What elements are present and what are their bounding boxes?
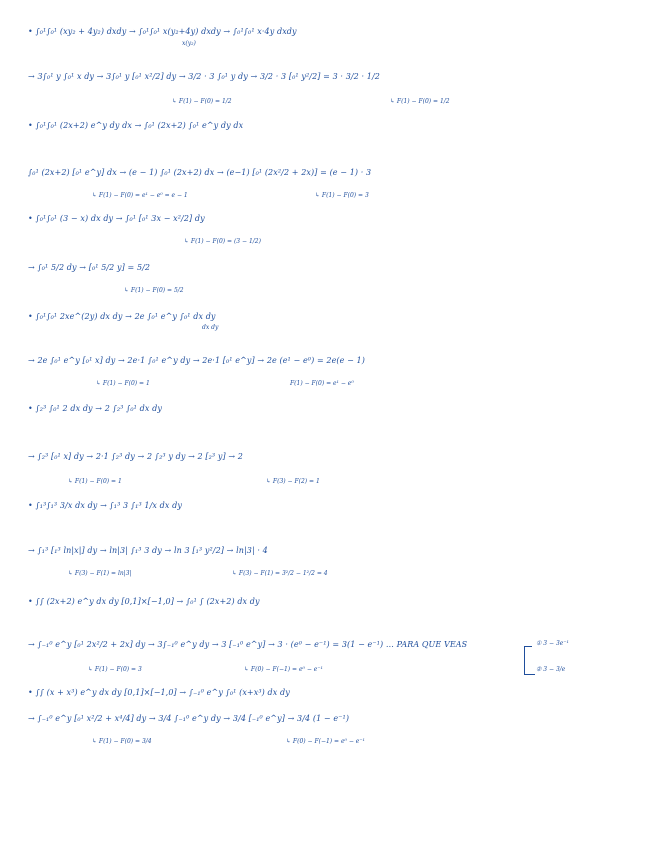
exercise-1-note-b: ↳ F(1) − F(0) = 1/2 xyxy=(390,98,450,105)
exercise-1-side-note: x(y₂) xyxy=(182,40,196,47)
exercise-5-note-b: ↳ F(3) − F(2) = 1 xyxy=(266,478,320,485)
exercise-8-note-a: ↳ F(1) − F(0) = 3/4 xyxy=(92,738,152,745)
exercise-6-line-1: • ∫₁³∫₁³ 3/x dx dy → ∫₁³ 3 ∫₁³ 1/x dx dy xyxy=(28,501,182,510)
exercise-1-line-2: → 3∫₀¹ y ∫₀¹ x dy → 3∫₀¹ y [₀¹ x²/2] dy → 3/2 · 3 ∫₀¹ y dy → 3/2 · 3 [₀¹ y²/2] = 3 · 3/2 · 1/2 xyxy=(28,72,380,81)
exercise-2-line-1: • ∫₀¹∫₀¹ (2x+2) e^y dy dx → ∫₀¹ (2x+2) ∫₀¹ e^y dy dx xyxy=(28,121,244,130)
exercise-3-line-2: → ∫₀¹ 5/2 dy → [₀¹ 5/2 y] = 5/2 xyxy=(28,263,151,272)
exercise-5-line-1: • ∫₂³ ∫₀¹ 2 dx dy → 2 ∫₂³ ∫₀¹ dx dy xyxy=(28,404,162,413)
exercise-2-line-2: ∫₀¹ (2x+2) [₀¹ e^y] dx → (e − 1) ∫₀¹ (2x+2) dx → (e−1) [₀¹ (2x²/2 + 2x)] = (e − 1) · 3 xyxy=(28,168,372,177)
exercise-4-line-1: • ∫₀¹∫₀¹ 2xe^(2y) dx dy → 2e ∫₀¹ e^y ∫₀¹ dx dy xyxy=(28,312,216,321)
exercise-2-note-b: ↳ F(1) − F(0) = 3 xyxy=(315,192,369,199)
exercise-5-line-2: → ∫₂³ [₀¹ x] dy → 2·1 ∫₂³ dy → 2 ∫₂³ y dy → 2 [₂³ y] → 2 xyxy=(28,452,243,461)
answer-option-1: ① 3 − 3e⁻¹ xyxy=(536,640,569,647)
exercise-1-note-a: ↳ F(1) − F(0) = 1/2 xyxy=(172,98,232,105)
exercise-7-note-b: ↳ F(0) − F(−1) = e⁰ − e⁻¹ xyxy=(244,666,323,673)
exercise-4-note-b: F(1) − F(0) = e¹ − e⁰ xyxy=(290,380,354,387)
exercise-2-note-a: ↳ F(1) − F(0) = e¹ − e⁰ = e − 1 xyxy=(92,192,188,199)
exercise-4-line-2: → 2e ∫₀¹ e^y [₀¹ x] dy → 2e·1 ∫₀¹ e^y dy → 2e·1 [₀¹ e^y] → 2e (e¹ − e⁰) = 2e(e − 1) xyxy=(28,356,365,365)
answer-bracket xyxy=(524,646,535,675)
exercise-4-side-note: dx dy xyxy=(202,324,219,331)
exercise-3-note-a: ↳ F(1) − F(0) = (3 − 1/2) xyxy=(184,238,261,245)
exercise-8-note-b: ↳ F(0) − F(−1) = e⁰ − e⁻¹ xyxy=(286,738,365,745)
exercise-6-line-2: → ∫₁³ [₁³ ln|x|] dy → ln|3| ∫₁³ 3 dy → ln 3 [₁³ y²/2] → ln|3| · 4 xyxy=(28,546,268,555)
exercise-6-note-a: ↳ F(3) − F(1) = ln|3| xyxy=(68,570,132,577)
exercise-7-note-a: ↳ F(1) − F(0) = 3 xyxy=(88,666,142,673)
answer-option-2: ② 3 − 3/e xyxy=(536,666,566,673)
exercise-3-note-b: ↳ F(1) − F(0) = 5/2 xyxy=(124,287,184,294)
exercise-7-line-1: • ∫∫ (2x+2) e^y dx dy [0,1]×[−1,0] → ∫₀¹ ∫ (2x+2) dx dy xyxy=(28,597,260,606)
exercise-5-note-a: ↳ F(1) − F(0) = 1 xyxy=(68,478,122,485)
exercise-4-note-a: ↳ F(1) − F(0) = 1 xyxy=(96,380,150,387)
exercise-8-line-1: • ∫∫ (x + x³) e^y dx dy [0,1]×[−1,0] → ∫₋₁⁰ e^y ∫₀¹ (x+x³) dx dy xyxy=(28,688,290,697)
exercise-3-line-1: • ∫₀¹∫₀¹ (3 − x) dx dy → ∫₀¹ [₀¹ 3x − x²/2] dy xyxy=(28,214,205,223)
exercise-6-note-b: ↳ F(3) − F(1) = 3²/2 − 1²/2 = 4 xyxy=(232,570,328,577)
exercise-8-line-2: → ∫₋₁⁰ e^y [₀¹ x²/2 + x⁴/4] dy → 3/4 ∫₋₁⁰ e^y dy → 3/4 [₋₁⁰ e^y] → 3/4 (1 − e⁻¹) xyxy=(28,714,350,723)
exercise-7-line-2: → ∫₋₁⁰ e^y [₀¹ 2x²/2 + 2x] dy → 3∫₋₁⁰ e^y dy → 3 [₋₁⁰ e^y] → 3 · (e⁰ − e⁻¹) = 3(1 − e⁻¹) … PARA QUE VEAS xyxy=(28,640,468,649)
answer-bracket-tick xyxy=(524,646,532,647)
exercise-1-line-1: • ∫₀¹∫₀¹ (xy₂ + 4y₂) dxdy → ∫₀¹∫₀¹ x(y₂+4y) dxdy → ∫₀¹∫₀¹ x·4y dxdy xyxy=(28,27,297,36)
